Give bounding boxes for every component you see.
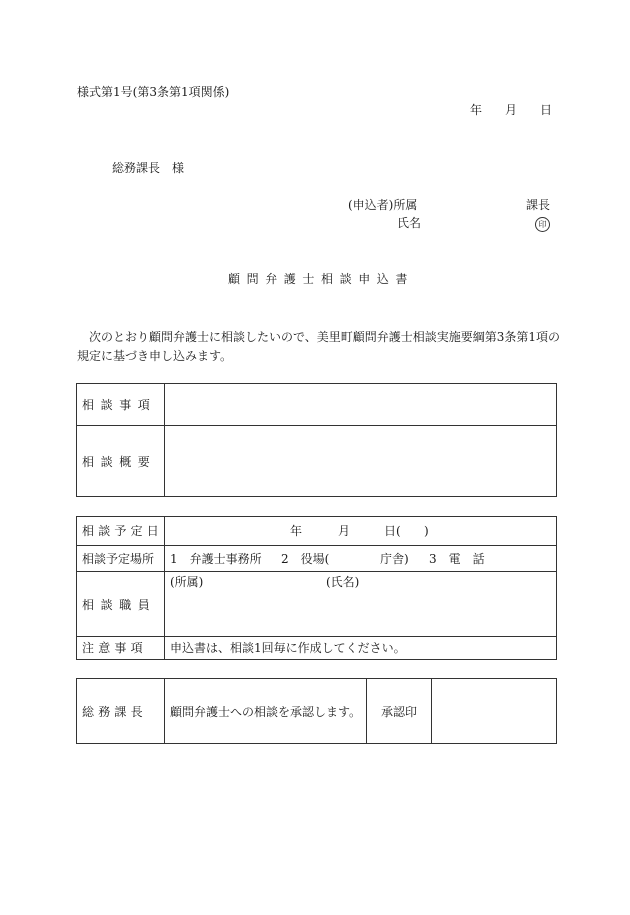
place-option-town-hall-suffix: 庁舎)	[380, 552, 409, 566]
form-number: 様式第1号(第3条第1項関係)	[77, 85, 230, 99]
seal-mark	[535, 216, 550, 232]
scheduled-date-close: )	[424, 524, 429, 538]
approver-label: 総務課長	[82, 705, 147, 719]
consultation-matter-label: 相談事項	[82, 398, 157, 412]
scheduled-date-label: 相談予定日	[82, 524, 164, 538]
scheduled-place-label: 相談予定場所	[82, 552, 155, 566]
applicant-section-chief: 課長	[526, 198, 551, 212]
scheduled-date-day: 日(	[384, 524, 401, 538]
addressee-honorific: 様	[172, 161, 185, 175]
staff-name-label: (氏名)	[326, 575, 360, 589]
intro-text-line1: 次のとおり顧問弁護士に相談したいので、美里町顧問弁護士相談実施要綱第3条第1項の	[89, 330, 561, 344]
place-option-law-office: 1 弁護士事務所	[170, 552, 262, 566]
notes-value: 申込書は、相談1回毎に作成してください。	[170, 641, 406, 655]
intro-text-line2: 規定に基づき申し込みます。	[77, 349, 233, 363]
approval-text: 顧問弁護士への相談を承認します。	[170, 705, 362, 719]
scheduled-date-month: 月	[338, 524, 351, 538]
consulting-staff-label: 相談職員	[82, 598, 157, 612]
staff-affiliation-label: (所属)	[170, 575, 204, 589]
notes-label: 注意事項	[82, 641, 147, 655]
consultation-summary-label: 相談概要	[82, 455, 157, 469]
scheduled-date-year: 年	[290, 524, 303, 538]
seal-icon: 印	[535, 217, 550, 232]
applicant-affiliation-label: (申込者)所属	[348, 198, 418, 212]
date-year-label: 年	[470, 103, 483, 117]
document-title: 顧問弁護士相談申込書	[228, 272, 415, 286]
place-option-town-hall: 2 役場(	[281, 552, 330, 566]
date-day-label: 日	[540, 103, 553, 117]
applicant-name-label: 氏名	[397, 216, 422, 230]
date-month-label: 月	[505, 103, 518, 117]
place-option-phone: 3 電 話	[429, 552, 485, 566]
addressee-title: 総務課長	[112, 161, 161, 175]
approval-seal-label: 承認印	[381, 705, 418, 719]
